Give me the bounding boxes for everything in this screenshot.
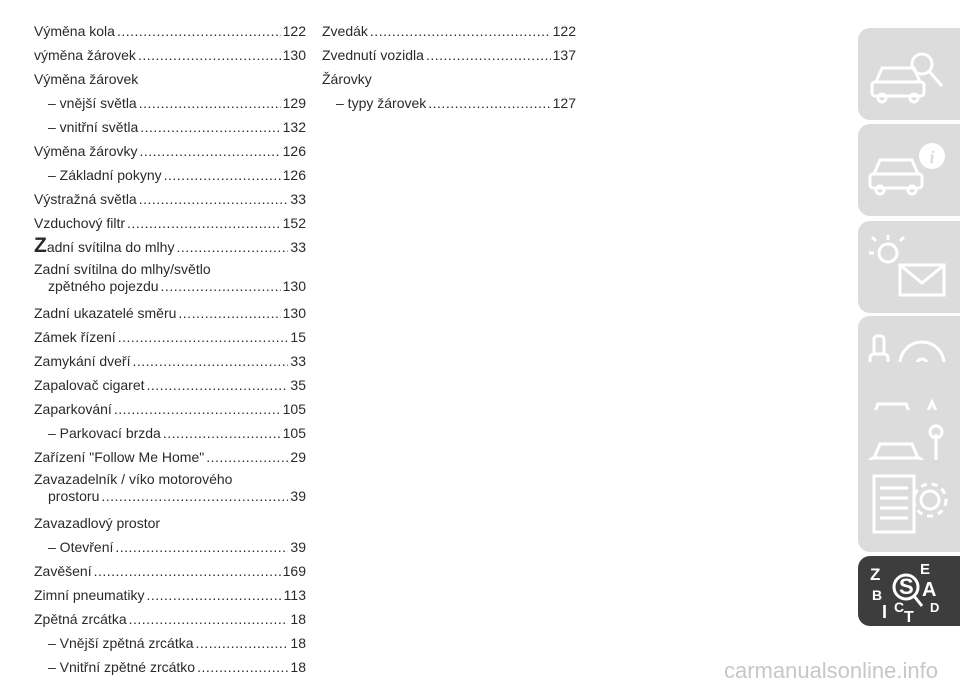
index-entry-text: výměna žárovek	[34, 47, 136, 63]
leader-dots	[147, 374, 289, 396]
leader-dots	[197, 656, 288, 678]
index-entry	[34, 163, 306, 187]
index-entry-text: – Základní pokyny	[48, 167, 162, 183]
index-heading-text: Žárovky	[322, 71, 372, 87]
leader-dots	[426, 44, 551, 66]
leader-dots	[196, 632, 289, 654]
index-entry-text: – Vnitřní zpětné zrcátko	[48, 659, 196, 675]
index-entry-label	[34, 398, 112, 420]
index-entry-label	[34, 584, 144, 606]
index-heading-text: Zadní svítilna do mlhy/světlo	[34, 261, 211, 277]
index-page-number: 152	[282, 215, 306, 231]
index-entry-text: Zařízení "Follow Me Home"	[34, 449, 205, 465]
index-page-number: 39	[290, 539, 306, 555]
index-entry-label	[34, 44, 136, 66]
index-letter-c: C	[894, 599, 905, 615]
index-entry	[34, 397, 306, 421]
index-entry-label	[48, 422, 161, 444]
index-entry-label	[34, 374, 145, 396]
tab-index[interactable]	[858, 556, 960, 626]
index-entry	[34, 115, 306, 139]
leader-dots	[139, 92, 281, 114]
index-entry	[34, 485, 306, 507]
index-page-number: 126	[282, 143, 306, 159]
index-page-number: 130	[282, 278, 306, 294]
index-page-number: 113	[283, 587, 306, 603]
index-page-number: 127	[552, 95, 576, 111]
index-entry-text: Zavěšení	[34, 563, 92, 579]
index-entry-text: Zimní pneumatiky	[34, 587, 145, 603]
index-letter-d: D	[930, 600, 940, 615]
index-entry-text: Vzduchový filtr	[34, 215, 126, 231]
index-entry	[34, 91, 306, 115]
index-page-number: 122	[552, 23, 576, 39]
leader-dots	[428, 92, 550, 114]
leader-dots	[114, 398, 281, 420]
index-page-number: 33	[290, 191, 306, 207]
index-letter-e: E	[920, 561, 931, 578]
leader-dots	[115, 536, 288, 558]
index-entry	[34, 607, 306, 631]
index-entry-label	[48, 536, 113, 558]
index-entry-text: zpětného pojezdu	[48, 278, 159, 294]
index-entry-label	[34, 446, 204, 468]
leader-dots	[206, 446, 288, 468]
index-letter-a: A	[922, 579, 937, 601]
index-page-number: 15	[290, 329, 306, 345]
chapter-tabs-visible	[858, 0, 960, 686]
index-entry-text: adní svítilna do mlhy	[46, 239, 175, 255]
index-entry	[322, 91, 576, 115]
leader-dots	[164, 164, 281, 186]
index-page-number: 130	[282, 305, 306, 321]
index-entry-text: – Vnější zpětná zrcátka	[48, 635, 194, 651]
index-entry-text: – Otevření	[48, 539, 114, 555]
leader-dots	[178, 302, 280, 324]
index-entry-text: Zaparkování	[34, 401, 112, 417]
leader-dots	[118, 326, 289, 348]
index-heading	[34, 67, 306, 91]
leader-dots	[176, 236, 288, 258]
index-entry-label	[34, 560, 92, 582]
index-page-number: 29	[290, 449, 306, 465]
index-entry-label	[34, 302, 176, 324]
index-entry-text: Zamykání dveří	[34, 353, 131, 369]
index-entry	[34, 559, 306, 583]
leader-dots	[132, 350, 288, 372]
index-page-number: 129	[282, 95, 306, 111]
index-entry-text: Výstražná světla	[34, 191, 137, 207]
index-entry-label	[48, 632, 194, 654]
leader-dots	[161, 275, 281, 297]
index-entry	[34, 421, 306, 445]
index-entry-text: Zadní ukazatelé směru	[34, 305, 177, 321]
index-letter-z: Z	[870, 565, 881, 584]
watermark: carmanualsonline.info	[723, 658, 938, 683]
index-page-number: 18	[290, 659, 306, 675]
index-page-number: 39	[290, 488, 306, 504]
index-entry	[34, 43, 306, 67]
index-letter-t: T	[904, 609, 914, 622]
tab-technical-data[interactable]	[858, 460, 960, 552]
index-entry-text: – vnitřní světla	[48, 119, 139, 135]
leader-dots	[370, 20, 551, 42]
index-page-number: 137	[552, 47, 576, 63]
index-entry-label	[322, 44, 424, 66]
leader-dots	[129, 608, 289, 630]
leader-dots	[127, 212, 281, 234]
index-entry	[34, 19, 306, 43]
index-entry-text: – vnější světla	[48, 95, 137, 111]
index-page-number: 105	[282, 401, 306, 417]
index-entry-text: Výměna žárovky	[34, 143, 138, 159]
index-entry	[34, 275, 306, 297]
index-page-number: 18	[290, 635, 306, 651]
index-entry-text: – Parkovací brzda	[48, 425, 161, 441]
index-entry	[34, 139, 306, 163]
index-entry	[322, 19, 576, 43]
leader-dots	[94, 560, 281, 582]
index-heading-text: Výměna žárovek	[34, 71, 139, 87]
index-entry	[34, 325, 306, 349]
index-page-number: 132	[282, 119, 306, 135]
index-entry-text: Zapalovač cigaret	[34, 377, 145, 393]
index-letter-initial: Z	[34, 234, 47, 257]
index-entry	[34, 187, 306, 211]
index-column-right	[322, 19, 576, 115]
index-entry	[34, 655, 306, 679]
index-entry-text: prostoru	[48, 488, 100, 504]
leader-dots	[139, 140, 280, 162]
index-entry-label	[48, 116, 138, 138]
index-heading-text: Zavazadelník / víko motorového	[34, 471, 233, 487]
index-page-number: 105	[282, 425, 306, 441]
index-heading	[322, 67, 576, 91]
index-entry-label	[34, 326, 116, 348]
index-entry-label	[34, 350, 130, 372]
index-entry-label	[336, 92, 426, 114]
index-entry-label	[34, 212, 125, 234]
leader-dots	[117, 20, 281, 42]
index-page-number: 33	[290, 239, 306, 255]
index-entry-label	[48, 275, 159, 297]
index-entry	[34, 583, 306, 607]
index-entry-label	[34, 236, 174, 258]
index-page-number: 169	[282, 563, 306, 579]
index-entry	[34, 235, 306, 259]
index-entry-label	[48, 656, 195, 678]
index-entry-label	[48, 485, 99, 507]
index-entry-text: Zvednutí vozidla	[322, 47, 424, 63]
index-entry-label	[34, 608, 127, 630]
index-page-number: 35	[290, 377, 306, 393]
index-page-number: 130	[282, 47, 306, 63]
index-entry	[34, 631, 306, 655]
index-heading-text: Zavazadlový prostor	[34, 515, 161, 531]
index-entry	[322, 43, 576, 67]
index-page-number: 18	[290, 611, 306, 627]
index-letter-b: B	[872, 587, 883, 603]
index-entry-text: Zvedák	[322, 23, 368, 39]
document-gear-icon	[866, 470, 952, 542]
svg-text:i: i	[929, 147, 935, 167]
index-page-number: 33	[290, 353, 306, 369]
index-entry-label	[34, 140, 137, 162]
index-entry-text: Zpětná zrcátka	[34, 611, 127, 627]
alphabetical-index-icon	[866, 560, 952, 622]
index-entry-text: Výměna kola	[34, 23, 115, 39]
index-entry-label	[322, 20, 368, 42]
index-page-number: 126	[282, 167, 306, 183]
index-entry-label	[34, 20, 115, 42]
index-entry	[34, 211, 306, 235]
index-entry-label	[34, 188, 137, 210]
index-entry	[34, 373, 306, 397]
leader-dots	[101, 485, 288, 507]
index-letter-s: S	[899, 574, 914, 599]
index-entry-label	[48, 164, 162, 186]
leader-dots	[163, 422, 281, 444]
leader-dots	[139, 188, 289, 210]
index-entry-label	[48, 92, 137, 114]
index-entry	[34, 445, 306, 469]
index-entry	[34, 535, 306, 559]
leader-dots	[140, 116, 280, 138]
leader-dots	[146, 584, 281, 606]
index-letter-i: I	[882, 602, 888, 622]
index-entry	[34, 301, 306, 325]
index-column-left	[34, 19, 306, 679]
index-entry	[34, 349, 306, 373]
leader-dots	[138, 44, 281, 66]
index-heading	[34, 511, 306, 535]
index-page-number: 122	[282, 23, 306, 39]
index-entry-text: – typy žárovek	[336, 95, 427, 111]
index-entry-text: Zámek řízení	[34, 329, 116, 345]
